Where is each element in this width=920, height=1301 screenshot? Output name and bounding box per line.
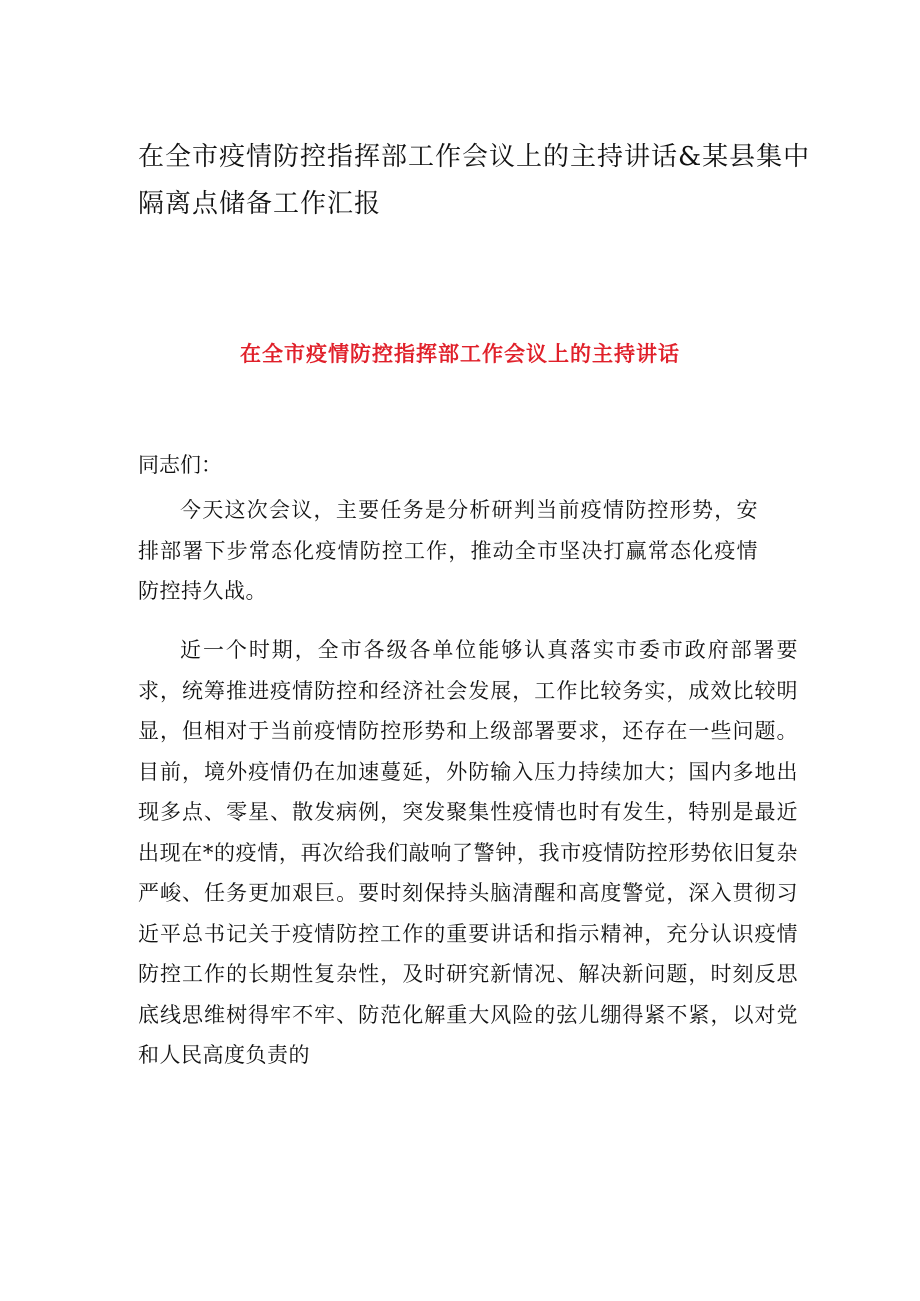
paragraph-2: 近一个时期，全市各级各单位能够认真落实市委市政府部署要求，统筹推进疫情防控和经济社会发展，工作比较务实，成效比较明显，但相对于当前疫情防控形势和上级部署要求，还存在一些问题。目前，境外疫情仍在加速蔓延，外防输入压力持续加大；国内多地出现多点、零星、散发病例，突发聚集性疫情也时有发生，特别是最近出现在*的疫情，再次给我们敲响了警钟，我市疫情防控形势依旧复杂严峻、任务更加艰巨。要时刻保持头脑清醒和高度警觉，深入贯彻习近平总书记关于疫情防控工作的重要讲话和指示精神，充分认识疫情防控工作的长期性复杂性，及时研究新情况、解决新问题，时刻反思底线思维树得牢不牢、防范化解重大风险的弦儿绷得紧不紧，以对党和人民高度负责的 xyxy=(138,638,798,1067)
document-title: 在全市疫情防控指挥部工作会议上的主持讲话&某县集中隔离点储备工作汇报 xyxy=(138,142,811,219)
section-heading: 在全市疫情防控指挥部工作会议上的主持讲话 xyxy=(240,341,680,366)
paragraph-1: 今天这次会议，主要任务是分析研判当前疫情防控形势，安排部署下步常态化疫情防控工作，推动全市坚决打赢常态化疫情防控持久战。 xyxy=(138,498,758,603)
salutation: 同志们： xyxy=(138,453,222,477)
